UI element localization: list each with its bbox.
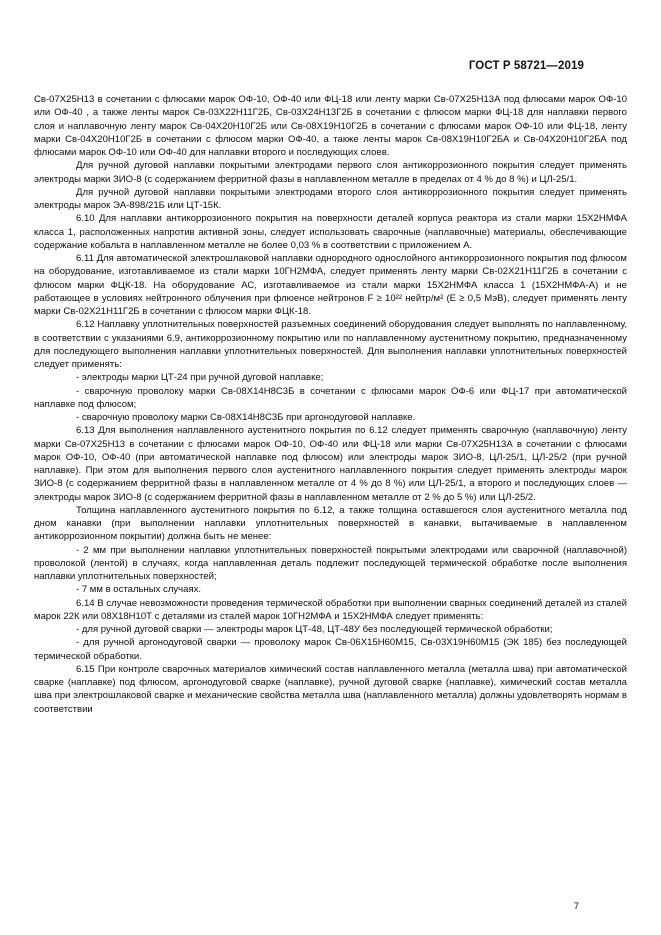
list-item: - электроды марки ЦТ-24 при ручной дуговой наплавке; [76,372,324,384]
document-body [34,93,627,716]
paragraph-manual-first-layer: Для ручной дуговой наплавки покрытыми электродами первого слоя антикоррозионного покрытия следует применять электроды марки ЗИО-8 (с содержанием ферритной фазы в наплавленном металле в пределах от 4 % до 8 %) и ЦЛ-25/1. [34,160,627,185]
list-item: - сварочную проволоку марки Св-08Х14Н8С3Б при аргонодуговой наплавке. [76,412,416,423]
paragraph-6-10: 6.10 Для наплавки антикоррозионного покрытия на поверхности деталей корпуса реактора из стали марки 15Х2НМФА класса 1, расположенных напротив активной зоны, следует использовать сварочные (наплавочные) материалы, обеспечивающие содержание кобальта в наплавленном металле не более 0,03 % в соответствии с приложением А. [34,213,627,251]
page-number: 7 [573,901,579,912]
paragraph-6-12: 6.12 Наплавку уплотнительных поверхностей разъемных соединений оборудования следует выполнять по наплавленному, в соответствии с указаниями 6.9, антикоррозионному покрытию или по наплавленному аустенитному покрытию, предназначенному для последующего выполнения наплавки уплотнительных поверхностей. Для выполнения наплавки уплотнительных поверхностей следует применять: [34,319,627,370]
document-code: ГОСТ Р 58721—2019 [468,60,584,72]
list-item: - сварочную проволоку марки Св-08Х14Н8С3Б в сочетании с флюсами марок ОФ-6 или ФЦ-17 при автоматической наплавке под флюсом; [34,385,627,410]
paragraph-thickness: Толщина наплавленного аустенитного покрытия по 6.12, а также толщина оставшегося слоя аустенитного металла под дном канавки (при выполнении наплавки уплотнительных поверхностей в канавки, вытачиваемые в наплавленном антикоррозионном покрытии) должна быть не менее: [34,504,627,543]
list-item: - для ручной аргонодуговой сварки — проволоку марок Св-06Х15Н60М15, Св-03Х19Н60М15 (ЭК 185) без последующей термической обработки. [34,637,627,662]
list-item: - для ручной дуговой сварки — электроды марок ЦТ-48, ЦТ-48У без последующей термической обработки; [76,624,553,635]
paragraph-6-9-continuation: Св-07Х25Н13 в сочетании с флюсами марок ОФ-10, ОФ-40 или ФЦ-18 или ленту марки Св-07Х25Н13А под флюсами марок ОФ-10 или ОФ-40 , а также ленты марок Св-03Х22Н11Г2Б, Св-03Х24Н13Г2Б в сочетании с флюсом марки ФЦ-18 для наплавки первого слоя и наплавочную ленту марок Св-04Х20Н10Г2Б или Св-08Х19Н10Г2Б в сочетании с флюсами марок ОФ-10 или ФЦ-18, ленту марки Св-04Х20Н10Г2Б в сочетании с флюсом марки ОФ-40, а также ленты марок Св-08Х19Н10Г2БА и Св-04Х20Н10Г2БА под флюсами марок ОФ-10 или ОФ-40 для наплавки второго и последующих слоев. [34,94,627,158]
list-item: - 7 мм в остальных случаях. [76,584,202,596]
paragraph-6-14: 6.14 В случае невозможности проведения термической обработки при выполнении сварных соединений деталей из сталей марок 22К или 08Х18Н10Т с деталями из сталей марок 10ГН2МФА и 15Х2НМФА следует применять: [34,597,627,622]
list-item: - 2 мм при выполнении наплавки уплотнительных поверхностей покрытыми электродами или сварочной (наплавочной) проволокой (лентой) в случаях, когда наплавленная деталь подлежит последующей термической обработке после выполнения наплавки уплотнительных поверхностей; [34,544,627,582]
paragraph-6-11: 6.11 Для автоматической электрошлаковой наплавки однородного однослойного антикоррозионного покрытия под флюсом на оборудование, изготавливаемое из стали марки 10ГН2МФА, следует применять ленту марки Св-02Х21Н11Г2Б в сочетании с флюсом марки ФЦК-18. На оборудование АС, изготавливаемое из стали марки 15Х2НМФА класса 1 (15Х2НМФА-А) и не работающее в условиях нейтронного облучения при флюенсе нейтронов F ≥ 10²² нейтр/м² (E ≥ 0,5 МэВ), следует применять ленту марки Св-02Х21Н11Г2Б в сочетании с флюсом марки ФЦК-18. [34,253,627,317]
paragraph-6-13: 6.13 Для выполнения наплавленного аустенитного покрытия по 6.12 следует применять сварочную (наплавочную) ленту марки Св-07Х25Н13 в сочетании с флюсами марок ОФ-10, ОФ-40 или ФЦ-18 или марки Св-07Х25Н13А в сочетании с флюсами марок ОФ-10, ОФ-40 (при автоматической наплавке под флюсом) или электроды марок ЗИО-8, ЦЛ-25/1, ЦЛ-25/2 (при ручной наплавке). При этом для выполнения первого слоя аустенитного наплавленного покрытия следует применять электроды марок ЗИО-8 (с содержанием ферритной фазы в наплавленном металле от 4 % до 8 %) или ЦЛ-25/1, а второго и последующих слоев — электроды марок ЗИО-8 (с содержанием ферритной фазы в наплавленном металле от 2 % до 5 %) или ЦЛ-25/2. [34,425,627,503]
paragraph-6-15: 6.15 При контроле сварочных материалов химический состав наплавленного металла (металла шва) при автоматической сварке (наплавке) под флюсом, аргонодуговой сварке (наплавке), ручной дуговой сварке (наплавке), химический состав металла шва при электрошлаковой сварке и механические свойства металла шва (наплавленного металла) должны удовлетворять нормам в соответствии [34,663,627,715]
paragraph-manual-second-layer: Для ручной дуговой наплавки покрытыми электродами второго слоя антикоррозионного покрытия следует применять электроды марок ЭА-898/21Б или ЦТ-15К. [34,186,627,211]
